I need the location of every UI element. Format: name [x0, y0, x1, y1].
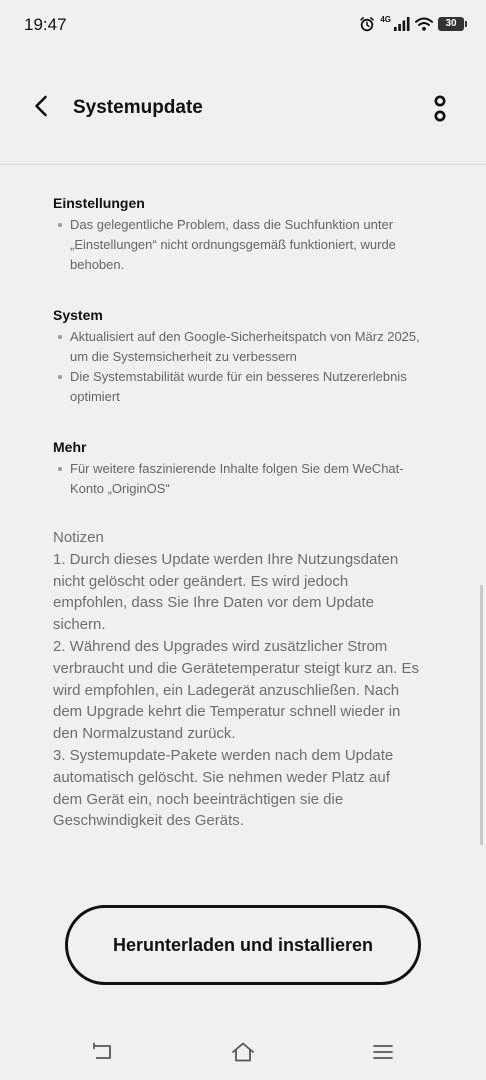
status-icons — [359, 16, 464, 32]
more-options-button[interactable] — [428, 94, 452, 126]
note-item: 3. Systemupdate-Pakete werden nach dem Update automatisch gelöscht. Sie nehmen weder Platz auf dem Gerät ein, noch beeinträchtigen sie die Geschwindigkeit des Geräts. — [53, 746, 394, 830]
home-icon — [231, 1041, 255, 1063]
menu-icon — [373, 1043, 393, 1061]
section-heading: Einstellungen — [53, 195, 145, 211]
section-heading: System — [53, 307, 103, 323]
update-details-scroll-area[interactable] — [0, 165, 486, 885]
alarm-icon — [359, 16, 375, 32]
wifi-icon — [415, 17, 433, 31]
note-item: 2. Während des Upgrades wird zusätzlicher Strom verbraucht und die Gerätetemperatur steigt kurz an. Es wird empfohlen, ein Ladegerät anzuschließen. Nach dem Upgrade kehrt die Temperatur schnell wieder in den Normalzustand zurück. — [53, 637, 420, 743]
battery-icon — [438, 17, 464, 31]
chevron-left-icon — [28, 92, 56, 120]
bullet-list — [53, 215, 423, 275]
status-bar — [0, 0, 486, 52]
battery-nub — [465, 21, 467, 27]
nav-home-button[interactable] — [229, 1038, 257, 1066]
bullet-list — [53, 459, 423, 499]
notes-title: Notizen — [53, 529, 104, 546]
nav-menu-button[interactable] — [369, 1038, 397, 1066]
bullet-item: Die Systemstabilität wurde für ein besseres Nutzererlebnis optimiert — [53, 367, 423, 407]
note-item: 1. Durch dieses Update werden Ihre Nutzungsdaten nicht gelöscht oder geändert. Es wird jedoch empfohlen, dass Sie Ihre Daten vor dem Update sichern. — [53, 550, 399, 634]
section-einstellungen — [53, 195, 423, 275]
bullet-item: Das gelegentliche Problem, dass die Suchfunktion unter „Einstellungen“ nicht ordnungsgemäß funktioniert, wurde behoben. — [53, 215, 423, 275]
network-type-label: 4G — [380, 14, 391, 24]
signal-icon — [394, 17, 410, 31]
status-time: 19:47 — [24, 15, 67, 34]
page-title: Systemupdate — [73, 97, 203, 118]
vertical-more-icon — [428, 94, 452, 126]
battery-level: 30 — [445, 18, 457, 29]
scroll-indicator[interactable] — [480, 585, 483, 845]
top-app-bar — [0, 70, 486, 146]
back-nav-icon — [91, 1042, 113, 1062]
bullet-item: Aktualisiert auf den Google-Sicherheitspatch von März 2025, um die Systemsicherheit zu verbessern — [53, 327, 423, 367]
download-install-button[interactable]: Herunterladen und installieren — [65, 905, 421, 985]
section-heading: Mehr — [53, 439, 87, 455]
section-system — [53, 307, 423, 407]
back-button[interactable] — [28, 92, 56, 120]
nav-back-button[interactable] — [88, 1038, 116, 1066]
bullet-list — [53, 327, 423, 407]
notes-block — [53, 527, 423, 832]
bullet-item: Für weitere faszinierende Inhalte folgen Sie dem WeChat-Konto „OriginOS“ — [53, 459, 423, 499]
section-mehr — [53, 439, 423, 499]
system-navigation-bar — [0, 1020, 486, 1080]
